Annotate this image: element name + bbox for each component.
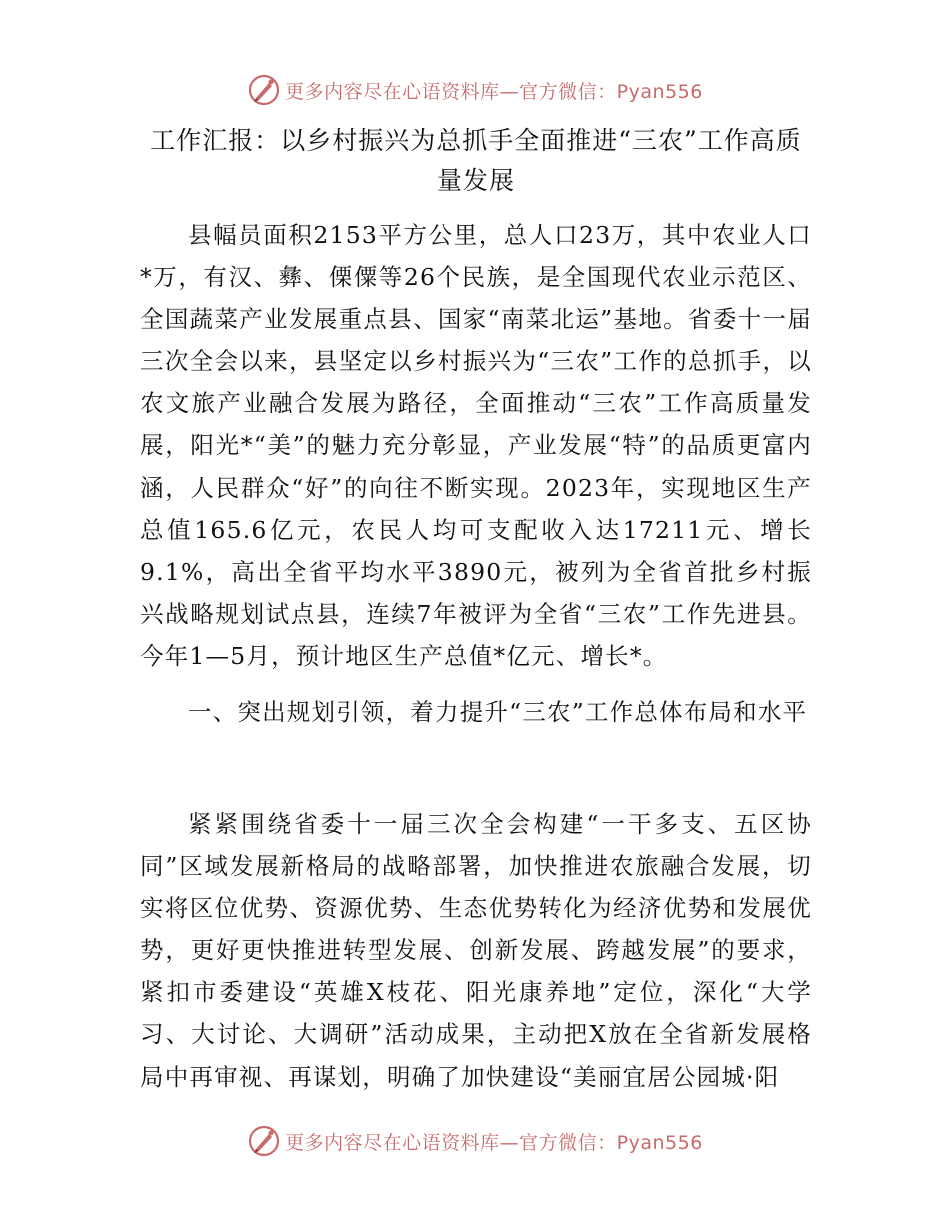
header-watermark xyxy=(0,70,950,110)
document-title: 工作汇报：以乡村振兴为总抓手全面推进“三农”工作高质量发展 xyxy=(150,126,802,195)
body-paragraph: 县幅员面积2153平方公里，总人口23万，其中农业人口*万，有汉、彝、傈僳等26个民族，是全国现代农业示范区、全国蔬菜产业发展重点县、国家“南菜北运”基地。省委十一届三次全会以来，县坚定以乡村振兴为“三农”工作的总抓手，以农文旅产业融合发展为路径，全面推动“三农”工作高质量发展，阳光*“美”的魅力充分彰显，产业发展“特”的品质更富内涵，人民群众“好”的向往不断实现。2023年，实现地区生产总值165.6亿元，农民人均可支配收入达17211元、增长9.1%，高出全省平均水平3890元，被列为全省首批乡村振兴战略规划试点县，连续7年被评为全省“三农”工作先进县。今年1—5月，预计地区生产总值*亿元、增长*。 xyxy=(140,221,812,670)
watermark-text: 更多内容尽在心语资料库—官方微信：Pyan556 xyxy=(285,1131,703,1154)
watermark-text: 更多内容尽在心语资料库—官方微信：Pyan556 xyxy=(285,80,703,103)
footer-watermark xyxy=(0,1121,950,1161)
pen-logo-icon xyxy=(247,1124,281,1158)
section-heading: 一、突出规划引领，着力提升“三农”工作总体布局和水平 xyxy=(188,698,808,726)
pen-logo-icon xyxy=(247,73,281,107)
body-paragraph: 紧紧围绕省委十一届三次全会构建“一干多支、五区协同”区域发展新格局的战略部署，加快推进农旅融合发展，切实将区位优势、资源优势、生态优势转化为经济优势和发展优势，更好更快推进转型发展、创新发展、跨越发展”的要求，紧扣市委建设“英雄X枝花、阳光康养地”定位，深化“大学习、大讨论、大调研”活动成果，主动把X放在全省新发展格局中再审视、再谋划，明确了加快建设“美丽宜居公园城·阳 xyxy=(140,810,812,1091)
